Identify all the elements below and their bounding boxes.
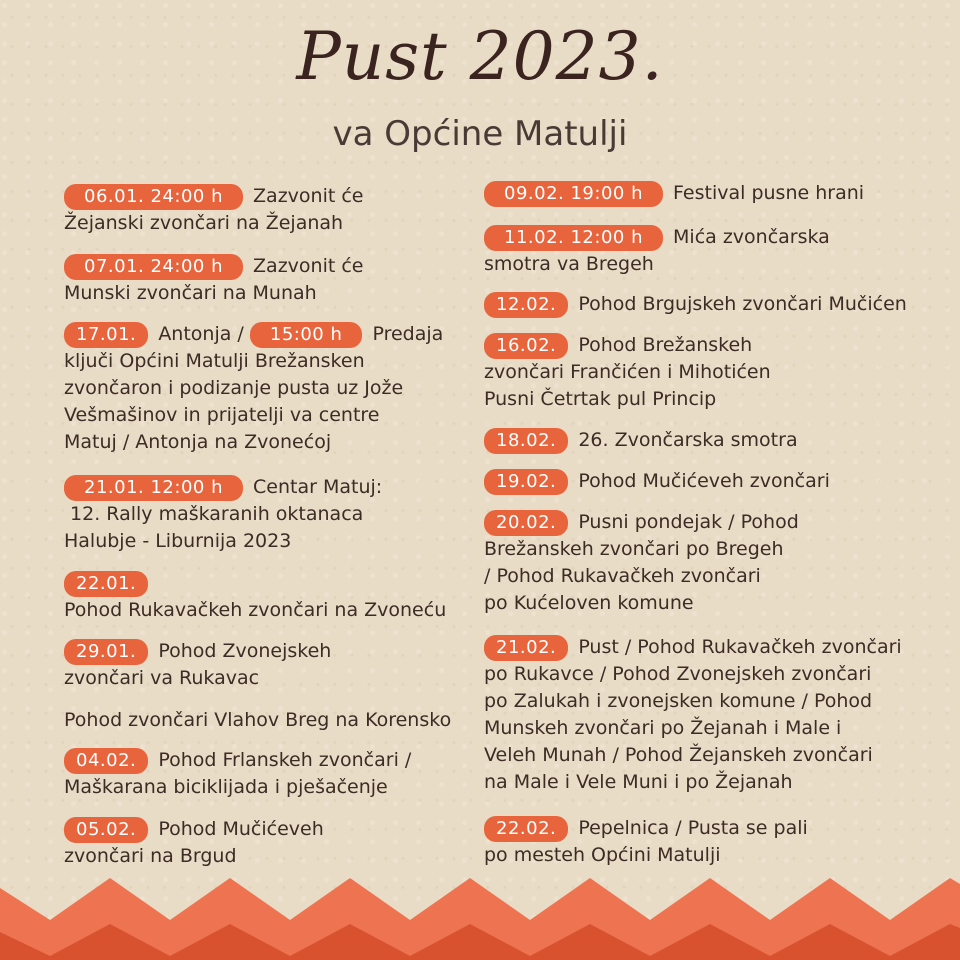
date-badge: 07.01. 24:00 h (64, 254, 243, 280)
event-text: Pohod Rukavačkeh zvončari na Zvoneću (64, 599, 447, 621)
date-badge: 29.01. (64, 639, 148, 665)
date-badge: 11.02. 12:00 h (484, 225, 663, 251)
zigzag-border (0, 860, 960, 960)
event-text: Zazvonit će Žejanski zvončari na Žejanah (64, 185, 364, 234)
event-text: Pohod Brežanskeh zvončari Frančićen i Mihotićen Pusni Četrtak pul Princip (484, 334, 771, 410)
event-item (64, 183, 504, 237)
event-item (64, 638, 504, 692)
event-item (64, 474, 504, 555)
event-text: Zazvonit će Munski zvončari na Munah (64, 255, 364, 304)
event-text: Pohod zvončari Vlahov Breg na Korensko (64, 709, 452, 731)
event-item (64, 570, 504, 624)
event-text: Pust / Pohod Rukavačkeh zvončari po Rukavce / Pohod Zvonejskeh zvončari po Zalukah i zvonejsken komune / Pohod Munskeh zvončari po Žejanah i Male i Veleh Munah / Pohod Žejanskeh zvončari na Male i Vele Muni i po Žejanah (484, 636, 902, 793)
event-text: Pohod Mučićeveh zvončari na Brgud (64, 818, 324, 867)
date-badge: 09.02. 19:00 h (484, 181, 663, 207)
event-text: Pohod Frlanskeh zvončari / Maškarana biciklijada i pješačenje (64, 749, 412, 798)
date-badge: 04.02. (64, 748, 148, 774)
event-text-continued: Predaja ključi Općini Matulji Brežansken zvončaron i podizanje pusta uz Jože Vešmašinov in prijatelji va centre Matuj / Antonja na Zvonećoj (64, 323, 444, 453)
event-item (484, 180, 924, 207)
event-text: Pepelnica / Pusta se pali po mesteh Općini Matulji (484, 817, 808, 866)
date-badge: 20.02. (484, 510, 568, 536)
event-text: Pohod Mučićeveh zvončari (578, 470, 830, 492)
date-badge: 16.02. (484, 333, 568, 359)
event-text: 26. Zvončarska smotra (578, 429, 798, 451)
event-text: Mića zvončarska smotra va Bregeh (484, 226, 830, 275)
event-text: Pohod Zvonejskeh zvončari va Rukavac (64, 640, 332, 689)
event-text: Centar Matuj: 12. Rally maškaranih oktanaca Halubje - Liburnija 2023 (64, 476, 383, 552)
date-badge: 18.02. (484, 428, 568, 454)
date-badge: 22.02. (484, 816, 568, 842)
event-item (484, 634, 924, 796)
date-badge: 21.02. (484, 635, 568, 661)
poster-title: Pust 2023. (296, 18, 664, 95)
event-text: Festival pusne hrani (673, 182, 865, 204)
event-item (484, 509, 924, 617)
event-text: Antonja / (158, 323, 244, 345)
event-text: Pohod Brgujskeh zvončari Mučićen (578, 293, 907, 315)
poster-subtitle: va Općine Matulji (332, 114, 628, 154)
date-badge: 12.02. (484, 292, 568, 318)
time-badge: 15:00 h (250, 322, 363, 348)
event-item (64, 253, 504, 307)
date-badge: 06.01. 24:00 h (64, 184, 243, 210)
event-item (484, 468, 924, 495)
event-item (64, 747, 504, 801)
event-item (64, 707, 504, 734)
event-text: Pusni pondejak / Pohod Brežanskeh zvončari po Bregeh / Pohod Rukavačkeh zvončari po Kućeloven komune (484, 511, 799, 614)
date-badge: 17.01. (64, 322, 148, 348)
event-item (484, 332, 924, 413)
event-item (484, 427, 924, 454)
date-badge: 05.02. (64, 817, 148, 843)
date-badge: 22.01. (64, 571, 148, 597)
event-item (484, 291, 924, 318)
event-item (64, 321, 504, 456)
date-badge: 21.01. 12:00 h (64, 475, 243, 501)
date-badge: 19.02. (484, 469, 568, 495)
event-item (484, 224, 924, 278)
